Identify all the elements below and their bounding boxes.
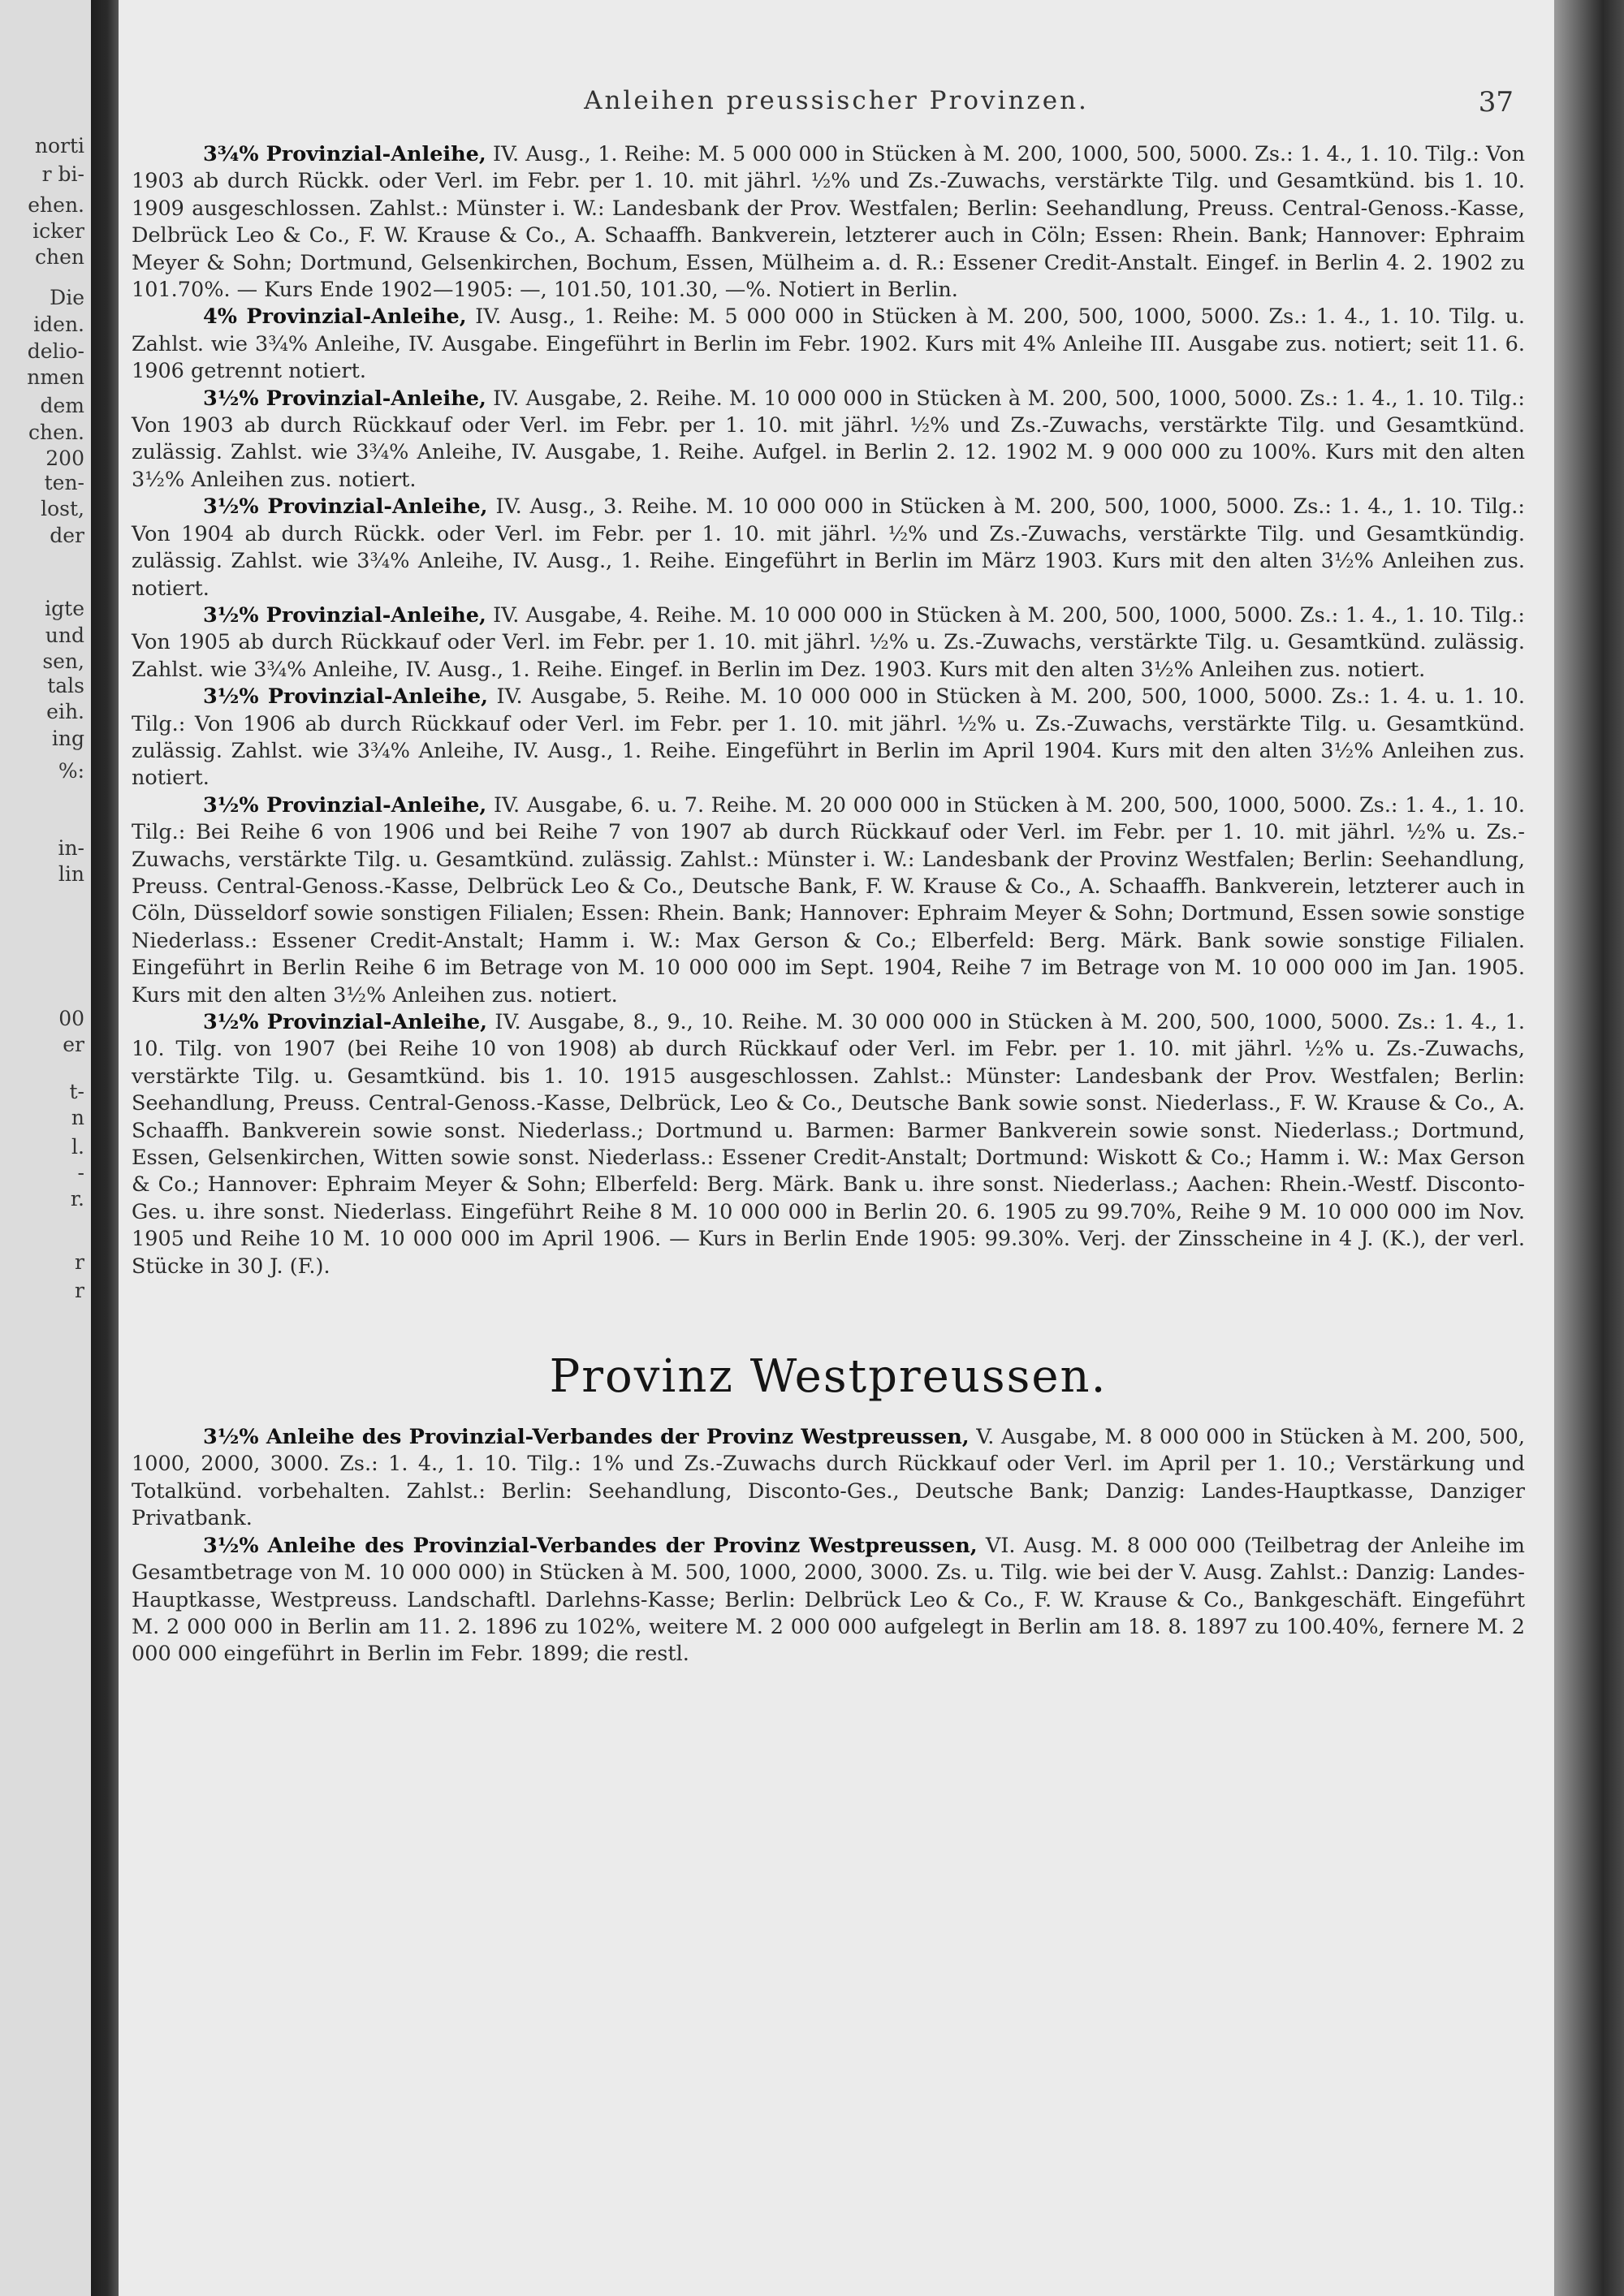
bond-title: 3½% Anleihe des Provinzial-Verbandes der Provinz Westpreussen, bbox=[203, 1533, 978, 1558]
margin-fragment: tals bbox=[47, 674, 84, 697]
book-page bbox=[119, 0, 1554, 2296]
margin-fragment: nmen bbox=[27, 365, 84, 389]
margin-fragment: iden. bbox=[33, 313, 84, 336]
adjacent-page-strip bbox=[0, 0, 91, 2296]
bond-details: IV. Ausg., 1. Reihe: M. 5 000 000 in Stücken à M. 200, 500, 1000, 5000. Zs.: 1. 4., 1. 10. Tilg. u. Zahlst. wie 3¾% Anleihe, IV. Ausgabe. Eingeführt in Berlin im Febr. 1902. Kurs mit 4% Anleihe III. Ausgabe zus. notiert; seit 11. 6. 1906 getrennt notiert. bbox=[132, 304, 1525, 384]
margin-fragment: icker bbox=[32, 219, 84, 243]
margin-fragment: norti bbox=[34, 134, 84, 158]
margin-fragment: Die bbox=[50, 286, 84, 309]
margin-fragment: n bbox=[71, 1106, 84, 1129]
margin-fragment: delio- bbox=[27, 339, 84, 363]
margin-fragment: t- bbox=[69, 1080, 84, 1103]
margin-fragment: der bbox=[50, 524, 84, 547]
margin-fragment: eih. bbox=[46, 700, 84, 723]
bond-entry bbox=[132, 1009, 1525, 1280]
bond-entry bbox=[132, 141, 1525, 304]
margin-fragment: er bbox=[63, 1033, 84, 1056]
running-head: Anleihen preussischer Provinzen. bbox=[584, 86, 1089, 115]
bond-entry bbox=[132, 684, 1525, 792]
margin-fragment: ten- bbox=[44, 471, 84, 494]
entries-westpreussen bbox=[132, 1424, 1525, 1668]
bond-entry bbox=[132, 304, 1525, 385]
margin-fragment: r. bbox=[70, 1187, 84, 1211]
page-edge-shadow bbox=[1554, 0, 1624, 2296]
margin-fragment: 200 bbox=[45, 447, 84, 470]
bond-details: V. Ausgabe, M. 8 000 000 in Stücken à M. 200, 500, 1000, 2000, 3000. Zs.: 1. 4., 1. 10. Tilg.: 1% und Zs.-Zuwachs durch Rückkauf oder Verl. im April per 1. 10.; Verstärkung und Totalkünd. vorbehalten. Zahlst.: Berlin: Seehandlung, Disconto-Ges., Deutsche Bank; Danzig: Landes-Hauptkasse, Danziger Privatbank. bbox=[132, 1425, 1525, 1531]
margin-fragment: in- bbox=[58, 836, 84, 860]
page-number: 37 bbox=[1478, 86, 1514, 119]
margin-fragment: und bbox=[45, 624, 84, 647]
margin-fragment: - bbox=[77, 1161, 84, 1185]
bond-title: 3½% Provinzial-Anleihe, bbox=[203, 386, 486, 411]
bond-details: IV. Ausgabe, 6. u. 7. Reihe. M. 20 000 000 in Stücken à M. 200, 500, 1000, 5000. Zs.: 1. 4., 1. 10. Tilg.: Bei Reihe 6 von 1906 und bei Reihe 7 von 1907 ab durch Rückkauf oder Verl. im Febr. per 1. 10. mit jährl. ½% u. Zs.-Zuwachs, verstärkte Tilg. u. Gesamtkünd. zulässig. Zahlst.: Münster i. W.: Landesbank der Provinz Westfalen; Berlin: Seehandlung, Preuss. Central-Genoss.-Kasse, Delbrück Leo & Co., Deutsche Bank, F. W. Krause & Co., A. Schaaffh. Bankverein, letzterer auch in Cöln, Düsseldorf sowie sonstigen Filialen; Essen: Rhein. Bank; Hannover: Ephraim Meyer & Sohn; Dortmund, Essen sowie sonstige Niederlass.: Essener Credit-Anstalt; Hamm i. W.: Max Gerson & Co.; Elberfeld: Berg. Märk. Bank sowie sonstige Filialen. Eingeführt in Berlin Reihe 6 im Betrage von M. 10 000 000 im Sept. 1904, Reihe 7 im Betrage von M. 10 000 000 im Jan. 1905. Kurs mit den alten 3½% Anleihen zus. notiert. bbox=[132, 792, 1526, 1008]
margin-fragment: r bbox=[75, 1279, 84, 1302]
margin-fragment: chen bbox=[35, 245, 84, 269]
bond-entry bbox=[132, 386, 1525, 494]
section-title: Provinz Westpreussen. bbox=[549, 1350, 1108, 1404]
bond-details: IV. Ausgabe, 4. Reihe. M. 10 000 000 in Stücken à M. 200, 500, 1000, 5000. Zs.: 1. 4., 1. 10. Tilg.: Von 1905 ab durch Rückkauf oder Verl. im Febr. per 1. 10. mit jährl. ½% u. Zs.-Zuwachs, verstärkte Tilg. u. Gesamtkünd. zulässig. Zahlst. wie 3¾% Anleihe, IV. Ausg., 1. Reihe. Eingef. in Berlin im Dez. 1903. Kurs mit den alten 3½% Anleihen zus. notiert. bbox=[132, 602, 1525, 682]
bond-title: 4% Provinzial-Anleihe, bbox=[203, 304, 467, 330]
book-gutter bbox=[91, 0, 119, 2296]
bond-details: IV. Ausgabe, 8., 9., 10. Reihe. M. 30 000 000 in Stücken à M. 200, 500, 1000, 5000. Zs.: 1. 4., 1. 10. Tilg. von 1907 (bei Reihe 10 von 1908) ab durch Rückkauf oder Verl. im Febr. per 1. 10. mit jährl. ½% u. Zs.-Zuwachs, verstärkte Tilg. u. Gesamtkünd. bis 1. 10. 1915 ausgeschlossen. Zahlst.: Münster: Landesbank der Prov. Westfalen; Berlin: Seehandlung, Preuss. Central-Genoss.-Kasse, Delbrück, Leo & Co., Deutsche Bank sowie sonst. Niederlass., F. W. Krause & Co., A. Schaaffh. Bankverein sowie sonst. Niederlass.; Dortmund u. Barmen: Barmer Bankverein sowie sonst. Niederlass.; Dortmund, Essen, Gelsenkirchen, Witten sowie sonst. Niederlass.: Essener Credit-Anstalt; Dortmund: Wiskott & Co.; Hamm i. W.: Max Gerson & Co.; Hannover: Ephraim Meyer & Sohn; Elberfeld: Berg. Märk. Bank u. ihre sonst. Niederlass.; Aachen: Rhein.-Westf. Disconto-Ges. u. ihre sonst. Niederlass. Eingeführt Reihe 8 M. 10 000 000 in Berlin 20. 6. 1905 zu 99.70%, Reihe 9 M. 10 000 000 im Nov. 1905 und Reihe 10 M. 10 000 000 im April 1906. — Kurs in Berlin Ende 1905: 99.30%. Verj. der Zinsscheine in 4 J. (K.), der verl. Stücke in 30 J. (F.). bbox=[132, 1010, 1525, 1279]
bond-title: 3½% Provinzial-Anleihe, bbox=[203, 792, 487, 818]
bond-details: IV. Ausgabe, 5. Reihe. M. 10 000 000 in Stücken à M. 200, 500, 1000, 5000. Zs.: 1. 4. u. 1. 10. Tilg.: Von 1906 ab durch Rückkauf oder Verl. im Febr. per 1. 10. mit jährl. ½% u. Zs.-Zuwachs, verstärkte Tilg. u. Gesamtkünd. zulässig. Zahlst. wie 3¾% Anleihe, IV. Ausg., 1. Reihe. Eingeführt in Berlin im April 1904. Kurs mit den alten 3½% Anleihen zus. notiert. bbox=[132, 684, 1525, 791]
margin-fragment: %: bbox=[58, 759, 84, 783]
margin-fragment: igte bbox=[45, 597, 84, 620]
page-header bbox=[119, 86, 1554, 119]
margin-fragment: r bi- bbox=[41, 162, 84, 186]
margin-fragment: l. bbox=[71, 1135, 84, 1159]
bond-title: 3½% Provinzial-Anleihe, bbox=[203, 1010, 487, 1034]
bond-title: 3½% Provinzial-Anleihe, bbox=[203, 602, 486, 628]
bond-entry bbox=[132, 1424, 1525, 1533]
margin-fragment: lin bbox=[58, 862, 84, 886]
bond-title: 3½% Provinzial-Anleihe, bbox=[203, 684, 489, 710]
bond-details: IV. Ausg., 3. Reihe. M. 10 000 000 in Stücken à M. 200, 500, 1000, 5000. Zs.: 1. 4., 1. 10. Tilg.: Von 1904 ab durch Rückk. oder Verl. im Febr. per 1. 10. mit jährl. ½% und Zs.-Zuwachs, verstärkte Tilg. und Gesamtkündig. zulässig. Zahlst. wie 3¾% Anleihe, IV. Ausg., 1. Reihe. Eingeführt in Berlin im März 1903. Kurs mit den alten 3½% Anleihen zus. notiert. bbox=[132, 494, 1525, 601]
margin-fragment: ing bbox=[51, 727, 84, 750]
bond-details: VI. Ausg. M. 8 000 000 (Teilbetrag der Anleihe im Gesamtbetrage von M. 10 000 000) in Stücken à M. 500, 1000, 2000, 3000. Zs. u. Tilg. wie bei der V. Ausg. Zahlst.: Danzig: Landes-Hauptkasse, Westpreuss. Landschaftl. Darlehns-Kasse; Berlin: Delbrück Leo & Co., F. W. Krause & Co., Bankgeschäft. Eingeführt M. 2 000 000 in Berlin am 11. 2. 1896 zu 102%, weitere M. 2 000 000 aufgelegt in Berlin am 18. 8. 1897 zu 100.40%, fernere M. 2 000 000 eingeführt in Berlin im Febr. 1899; die restl. bbox=[132, 1533, 1525, 1667]
margin-fragment: 00 bbox=[58, 1007, 84, 1030]
bond-entry bbox=[132, 1533, 1525, 1668]
margin-fragment: r bbox=[75, 1250, 84, 1274]
margin-fragment: dem bbox=[40, 394, 84, 417]
entries-westfalen bbox=[132, 141, 1525, 1280]
bond-details: IV. Ausgabe, 2. Reihe. M. 10 000 000 in Stücken à M. 200, 500, 1000, 5000. Zs.: 1. 4., 1. 10. Tilg.: Von 1903 ab durch Rückkauf oder Verl. im Febr. per 1. 10. mit jährl. ½% und Zs.-Zuwachs, verstärkte Tilg. und Gesamtkünd. zulässig. Zahlst. wie 3¾% Anleihe, IV. Ausgabe, 1. Reihe. Aufgel. in Berlin 2. 12. 1902 M. 9 000 000 zu 100%. Kurs mit den alten 3½% Anleihen zus. notiert. bbox=[132, 386, 1525, 492]
page-content bbox=[132, 141, 1525, 1668]
bond-entry bbox=[132, 792, 1525, 1009]
bond-title: 3½% Anleihe des Provinzial-Verbandes der Provinz Westpreussen, bbox=[203, 1425, 970, 1450]
bond-entry bbox=[132, 602, 1525, 684]
margin-fragment: ehen. bbox=[28, 193, 84, 217]
margin-fragment: sen, bbox=[42, 650, 84, 673]
bond-title: 3½% Provinzial-Anleihe, bbox=[203, 494, 488, 520]
bond-entry bbox=[132, 494, 1525, 602]
margin-fragment: lost, bbox=[41, 497, 84, 520]
bond-title: 3¾% Provinzial-Anleihe, bbox=[203, 142, 486, 166]
bond-details: IV. Ausg., 1. Reihe: M. 5 000 000 in Stücken à M. 200, 1000, 500, 5000. Zs.: 1. 4., 1. 10. Tilg.: Von 1903 ab durch Rückk. oder Verl. im Febr. per 1. 10. mit jährl. ½% und Zs.-Zuwachs, verstärkte Tilg. und Gesamtkünd. bis 1. 10. 1909 ausgeschlossen. Zahlst.: Münster i. W.: Landesbank der Prov. Westfalen; Berlin: Seehandlung, Preuss. Central-Genoss.-Kasse, Delbrück Leo & Co., F. W. Krause & Co., A. Schaaffh. Bankverein, letzterer auch in Cöln; Essen: Rhein. Bank; Hannover: Ephraim Meyer & Sohn; Dortmund, Gelsenkirchen, Bochum, Essen, Mülheim a. d. R.: Essener Credit-Anstalt. Eingef. in Berlin 4. 2. 1902 zu 101.70%. — Kurs Ende 1902—1905: —, 101.50, 101.30, —%. Notiert in Berlin. bbox=[132, 142, 1525, 303]
margin-fragment: chen. bbox=[28, 421, 84, 444]
